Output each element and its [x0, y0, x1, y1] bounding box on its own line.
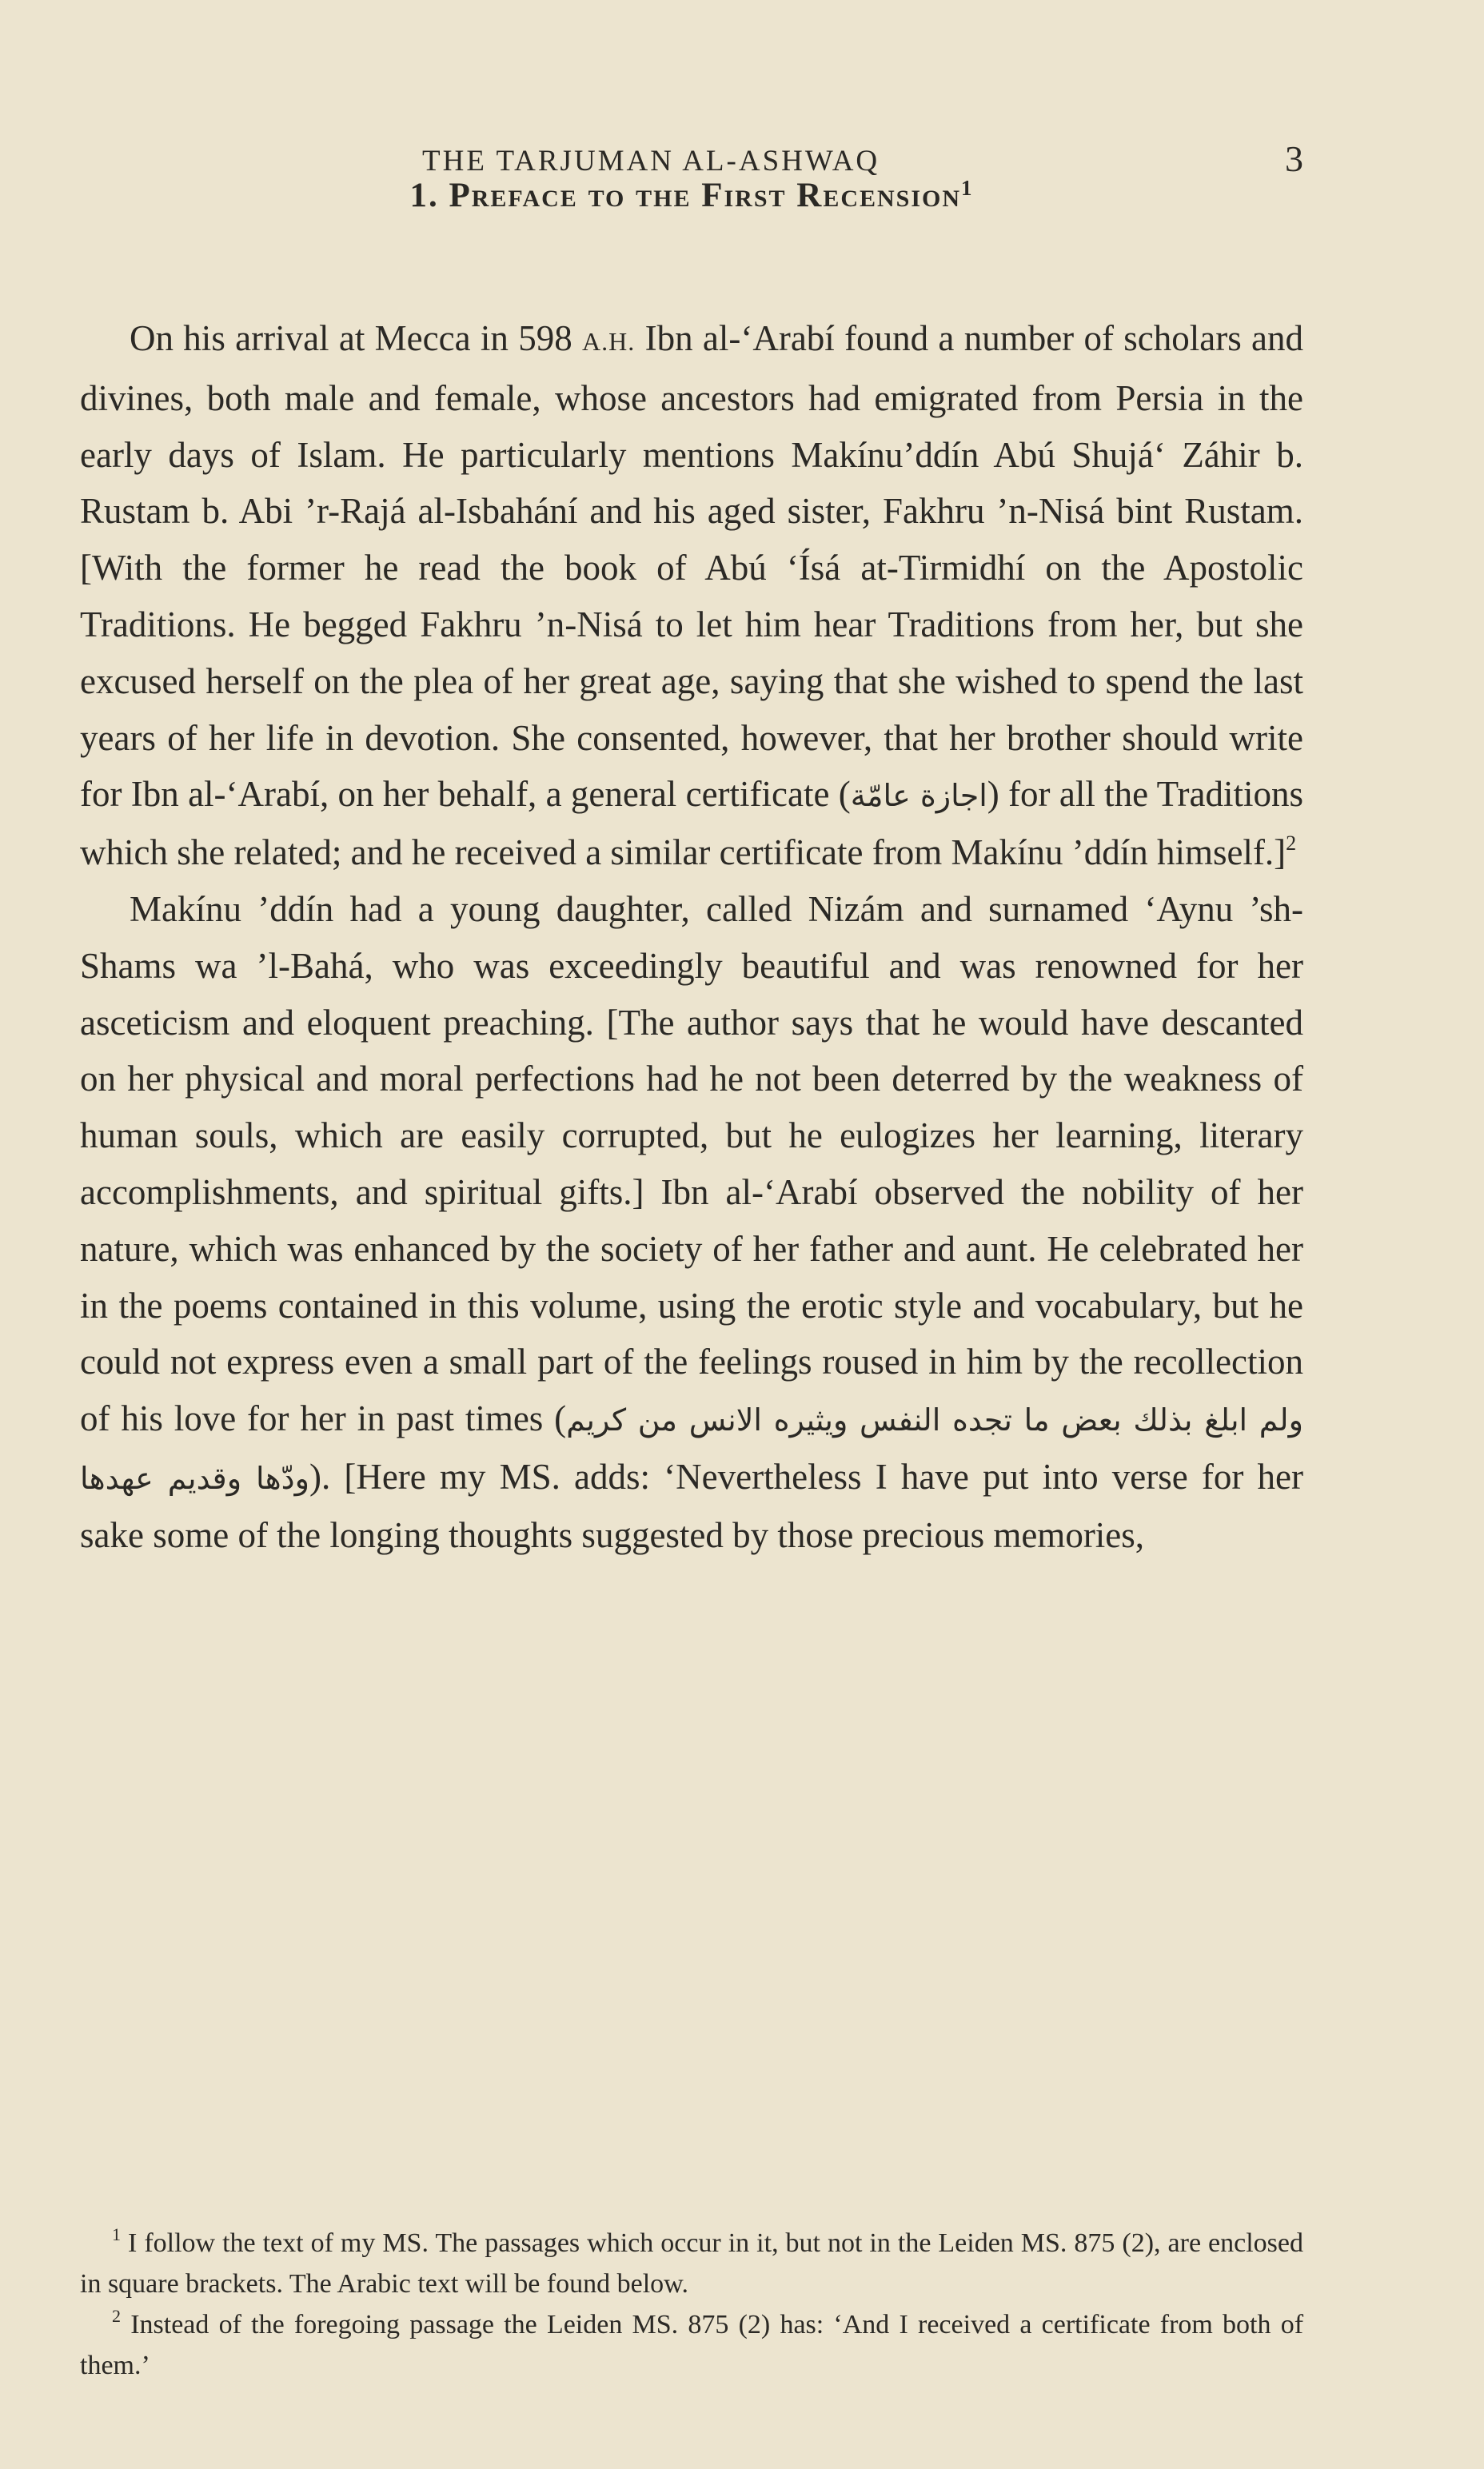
section-number: 1.: [409, 177, 439, 214]
footnote-number: 1: [112, 2224, 121, 2244]
footnote: [80, 2304, 1303, 2386]
text-run: Makínu ’ddín had a young daughter, called Nizám and surnamed ‘Aynu ’sh-Shams wa ’l-Bahá, who was exceedingly beautiful and was renowned for her asceticism and eloquent preaching. [The author says that he would have descanted on her physical and moral perfections had he not been deterred by the weakness of human souls, which are easily corrupted, but he eulogizes her learning, literary accomplishments, and spiritual gifts.] Ibn al-‘Arabí observed the nobility of her nature, which was enhanced by the society of her father and aunt. He celebrated her in the poems contained in this volume, using the erotic style and vocabulary, but he could not express even a small part of the feelings roused in him by the recollection of his love for her in past times (: [80, 888, 1303, 1439]
page-number: 3: [1285, 138, 1303, 179]
footnote-marker: 1: [961, 176, 974, 200]
footnotes: [80, 2223, 1303, 2386]
body-text: [80, 310, 1303, 1564]
paragraph: [80, 881, 1303, 1564]
footnote-text: I follow the text of my MS. The passages which occur in it, but not in the Leiden MS. 875 (2), are enclosed in square brackets. The Arabic text will be found below.: [80, 2228, 1303, 2299]
section-title: Preface to the First Recension: [449, 177, 962, 214]
text-run: On his arrival at Mecca in 598: [130, 318, 572, 358]
text-run: Ibn al-‘Arabí found a number of scholars and divines, both male and female, whose ancestors had emigrated from Persia in the early days of Islam. He particularly mentions Makínu’ddín Abú Shujá‘ Záhir b. Rustam b. Abi ’r-Rajá al-Isbahání and his aged sister, Fakhru ’n-Nisá bint Rustam. [With the former he read the book of Abú ‘Ísá at-Tirmidhí on the Apostolic Traditions. He begged Fakhru ’n-Nisá to let him hear Traditions from her, but she excused herself on the plea of her great age, saying that she wished to spend the last years of her life in devotion. She consented, however, that her brother should write for Ibn al-‘Arabí, on her behalf, a general certificate (: [80, 318, 1304, 815]
footnote: [80, 2223, 1303, 2304]
arabic-phrase: اجازة عامّة: [850, 778, 987, 814]
running-title: THE TARJUMAN AL-ASHWAQ: [422, 145, 880, 177]
text-run: ) for all the Traditions which she related; and he received a similar certificate from Makínu ’ddín himself.]: [80, 774, 1304, 873]
era-abbreviation: A.H.: [582, 327, 636, 356]
footnote-marker: 2: [1286, 832, 1297, 856]
footnote-text: Instead of the foregoing passage the Leiden MS. 875 (2) has: ‘And I received a certificate from both of them.’: [80, 2310, 1304, 2380]
arabic-phrase: ولم ابلغ بذلك بعض ما تجده النفس ويثيره الانس من كريم ودّها وقديم عهدها: [80, 1402, 1303, 1496]
book-page: [80, 120, 1304, 1555]
running-head: [80, 120, 1303, 184]
paragraph: [80, 310, 1303, 881]
section-heading: [80, 176, 1303, 215]
footnote-number: 2: [112, 2306, 121, 2326]
text-run: ). [Here my MS. adds: ‘Nevertheless I have put into verse for her sake some of the longing thoughts suggested by those precious memories,: [80, 1456, 1303, 1555]
